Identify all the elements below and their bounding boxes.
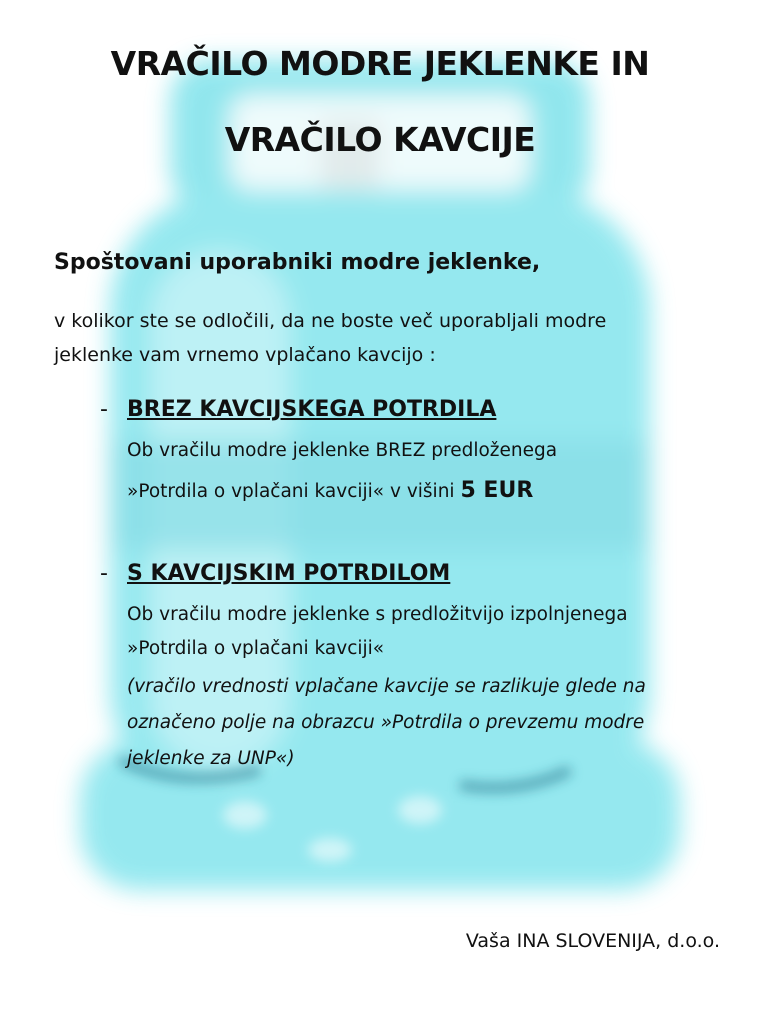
option-heading: BREZ KAVCIJSKEGA POTRDILA	[127, 397, 497, 422]
list-dash: -	[100, 561, 108, 586]
list-dash: -	[100, 397, 108, 422]
option-note: jeklenke za UNP«)	[127, 748, 295, 769]
option-text: »Potrdila o vplačani kavciji«	[127, 638, 385, 659]
signature: Vaša INA SLOVENIJA, d.o.o.	[465, 930, 720, 952]
option-note: (vračilo vrednosti vplačane kavcije se razlikuje glede na	[127, 676, 646, 697]
option-text: Ob vračilu modre jeklenke s predložitvijo izpolnjenega	[127, 604, 628, 625]
intro-paragraph	[54, 304, 714, 372]
option-text-part: »Potrdila o vplačani kavciji« v višini	[127, 481, 455, 502]
option-text	[127, 474, 533, 509]
page-title-line-2: VRAČILO KAVCIJE	[224, 120, 536, 159]
option-heading: S KAVCIJSKIM POTRDILOM	[127, 561, 451, 586]
option-note: označeno polje na obrazcu »Potrdila o prevzemu modre	[127, 712, 645, 733]
option-text: Ob vračilu modre jeklenke BREZ predloženega	[127, 440, 558, 461]
page-title: VRAČILO MODRE JEKLENKE IN	[110, 44, 650, 83]
refund-amount: 5 EUR	[460, 478, 534, 503]
greeting: Spoštovani uporabniki modre jeklenke,	[54, 250, 541, 275]
intro-line: v kolikor ste se odločili, da ne boste več uporabljali modre	[54, 310, 607, 332]
intro-line: jeklenke vam vrnemo vplačano kavcijo :	[54, 344, 436, 366]
